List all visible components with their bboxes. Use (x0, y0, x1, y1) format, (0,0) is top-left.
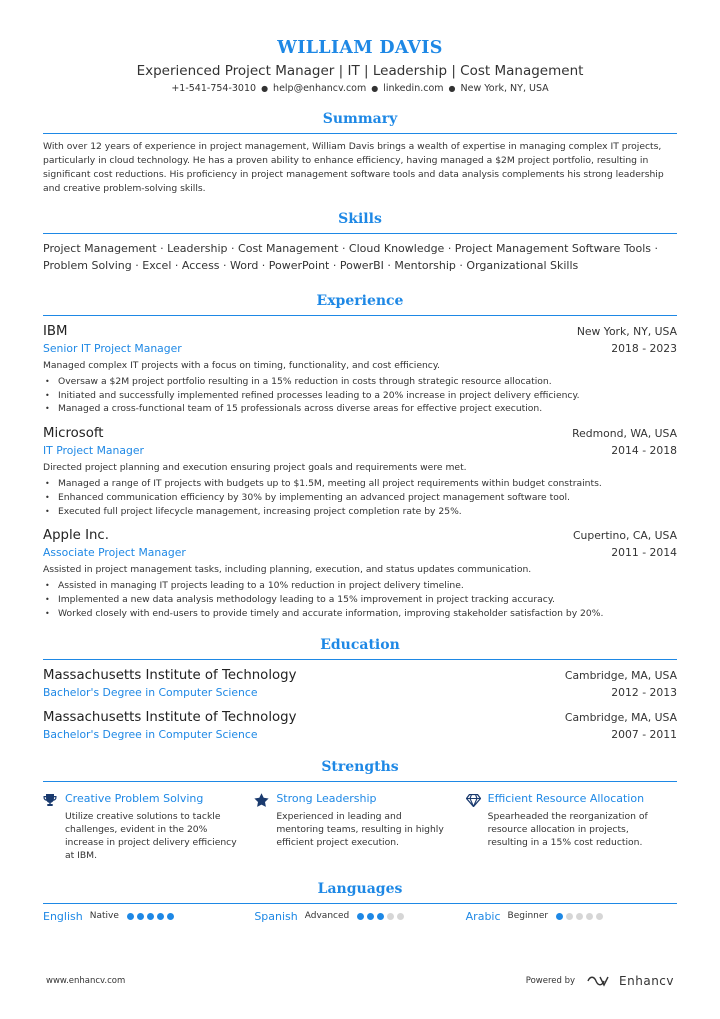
proficiency-dot (137, 913, 144, 920)
school-name: Massachusetts Institute of Technology (43, 710, 297, 726)
proficiency-dots (357, 913, 407, 920)
star-icon (254, 792, 276, 862)
powered-by-label: Powered by (525, 976, 576, 986)
language-name: Arabic (465, 909, 501, 923)
job-location: New York, NY, USA (576, 325, 677, 338)
powered-by (526, 974, 674, 988)
job-dates: 2018 - 2023 (611, 342, 677, 355)
job-title: IT Project Manager (43, 444, 144, 458)
company-name: IBM (43, 324, 68, 339)
achievement-item: • Enhanced communication efficiency by 30% by implementing an advanced project management software tool. (43, 491, 677, 505)
separator-dot: ● (371, 84, 379, 93)
page-footer (46, 974, 674, 988)
experience-entry (43, 426, 677, 518)
proficiency-dot (596, 913, 603, 920)
language-level: Native (89, 911, 119, 922)
proficiency-dot (387, 913, 394, 920)
candidate-headline: Experienced Project Manager | IT | Leadership | Cost Management (136, 63, 584, 79)
language-level: Advanced (304, 911, 350, 922)
achievement-item: • Assisted in managing IT projects leading to a 10% reduction in project delivery timeline. (43, 579, 677, 593)
strengths-title: Strengths (43, 759, 677, 782)
achievement-item: • Managed a cross-functional team of 15 professionals across diverse areas for effective project execution. (43, 402, 677, 416)
skills-section (43, 211, 677, 274)
location: New York, NY, USA (460, 83, 549, 94)
job-location: Cupertino, CA, USA (573, 529, 677, 543)
education-dates: 2007 - 2011 (611, 728, 677, 742)
experience-entry (43, 324, 677, 416)
job-dates: 2014 - 2018 (611, 444, 677, 458)
proficiency-dots (127, 913, 177, 920)
job-description: Assisted in project management tasks, including planning, execution, and status updates communication. (43, 564, 532, 576)
strength-item (466, 792, 677, 862)
website-link[interactable]: www.enhancv.com (46, 976, 126, 986)
enhancv-logo-icon (587, 975, 615, 987)
languages-title: Languages (43, 881, 677, 904)
strength-description: Utilize creative solutions to tackle challenges, evident in the 20% increase in project delivery efficiency at IBM. (65, 811, 237, 861)
linkedin-link[interactable]: linkedin.com (383, 83, 444, 94)
proficiency-dot (157, 913, 164, 920)
education-section (43, 637, 677, 741)
brand-name: Enhancv (619, 974, 674, 988)
trophy-icon (43, 792, 65, 862)
achievement-list (43, 477, 677, 518)
job-dates: 2011 - 2014 (611, 546, 677, 560)
language-item (43, 910, 254, 923)
strength-description: Experienced in leading and mentoring teams, resulting in highly efficient project execution. (276, 811, 444, 848)
proficiency-dot (556, 913, 563, 920)
job-location: Redmond, WA, USA (572, 427, 677, 441)
strengths-list (43, 792, 677, 862)
strength-title: Efficient Resource Allocation (487, 792, 645, 806)
diamond-icon (466, 792, 488, 862)
school-name: Massachusetts Institute of Technology (43, 668, 297, 684)
experience-title: Experience (43, 293, 677, 316)
achievement-item: • Managed a range of IT projects with budgets up to $1.5M, meeting all project requirements within budget constraints. (43, 477, 677, 491)
company-name: Microsoft (43, 426, 104, 442)
education-entry (43, 668, 677, 699)
experience-section (43, 293, 677, 620)
education-entry (43, 710, 677, 741)
languages-list (43, 910, 677, 923)
experience-entry (43, 528, 677, 620)
strength-item (254, 792, 465, 862)
education-title: Education (43, 637, 677, 660)
strength-description: Spearheaded the reorganization of resource allocation in projects, resulting in a 15% cost reduction. (487, 811, 648, 848)
language-item (254, 910, 465, 923)
achievement-item: • Executed full project lifecycle management, increasing project completion rate by 25%. (43, 505, 677, 519)
proficiency-dot (586, 913, 593, 920)
strengths-section (43, 759, 677, 862)
achievement-list (43, 375, 677, 416)
proficiency-dot (357, 913, 364, 920)
achievement-item: • Oversaw a $2M project portfolio resulting in a 15% reduction in costs through strategic resource allocation. (43, 375, 677, 389)
summary-title: Summary (43, 111, 677, 134)
proficiency-dots (556, 913, 606, 920)
strength-item (43, 792, 254, 862)
language-name: Spanish (254, 909, 298, 923)
languages-section (43, 881, 677, 923)
education-dates: 2012 - 2013 (611, 686, 677, 700)
job-title: Associate Project Manager (43, 546, 186, 560)
proficiency-dot (576, 913, 583, 920)
achievement-list (43, 579, 677, 620)
skills-text: Project Management · Leadership · Cost Management · Cloud Knowledge · Project Management Software Tools · Problem Solving · Excel · Access · Word · PowerPoint · PowerBI · Mentorship · Organizational Skills (43, 242, 658, 272)
separator-dot: ● (261, 84, 269, 93)
job-title: Senior IT Project Manager (43, 342, 182, 355)
proficiency-dot (127, 913, 134, 920)
language-level: Beginner (507, 911, 549, 922)
company-name: Apple Inc. (43, 528, 109, 544)
contact-line (0, 83, 720, 94)
job-description: Directed project planning and execution ensuring project goals and requirements were met. (43, 462, 467, 474)
candidate-name: WILLIAM DAVIS (277, 38, 443, 58)
separator-dot: ● (448, 84, 456, 93)
proficiency-dot (377, 913, 384, 920)
school-location: Cambridge, MA, USA (564, 669, 677, 683)
proficiency-dot (367, 913, 374, 920)
proficiency-dot (566, 913, 573, 920)
proficiency-dot (147, 913, 154, 920)
strength-title: Creative Problem Solving (65, 792, 204, 806)
achievement-item: • Worked closely with end-users to provide timely and accurate information, improving stakeholder satisfaction by 20%. (43, 607, 677, 621)
summary-section (43, 111, 677, 196)
degree: Bachelor's Degree in Computer Science (43, 728, 258, 742)
skills-title: Skills (43, 211, 677, 234)
language-item (466, 910, 677, 923)
language-name: English (43, 909, 83, 923)
email-link[interactable]: help@enhancv.com (273, 83, 367, 94)
job-description: Managed complex IT projects with a focus on timing, functionality, and cost efficiency. (43, 360, 440, 371)
strength-title: Strong Leadership (276, 792, 377, 806)
proficiency-dot (397, 913, 404, 920)
school-location: Cambridge, MA, USA (564, 711, 677, 725)
achievement-item: • Implemented a new data analysis methodology leading to a 15% improvement in project tracking accuracy. (43, 593, 677, 607)
proficiency-dot (167, 913, 174, 920)
degree: Bachelor's Degree in Computer Science (43, 686, 258, 700)
phone: +1-541-754-3010 (171, 83, 257, 94)
summary-text: With over 12 years of experience in project management, William Davis brings a wealth of expertise in managing complex IT projects, particularly in cloud technology. He has a proven ability to enhance efficiency, having managed a $2M project portfolio, resulting in significant cost reductions. His proficiency in project management software tools and data analysis complements his strong leadership and creative problem-solving skills. (43, 141, 664, 194)
resume-header (0, 0, 720, 94)
achievement-item: • Initiated and successfully implemented refined processes leading to a 20% increase in project delivery efficiency. (43, 389, 677, 403)
